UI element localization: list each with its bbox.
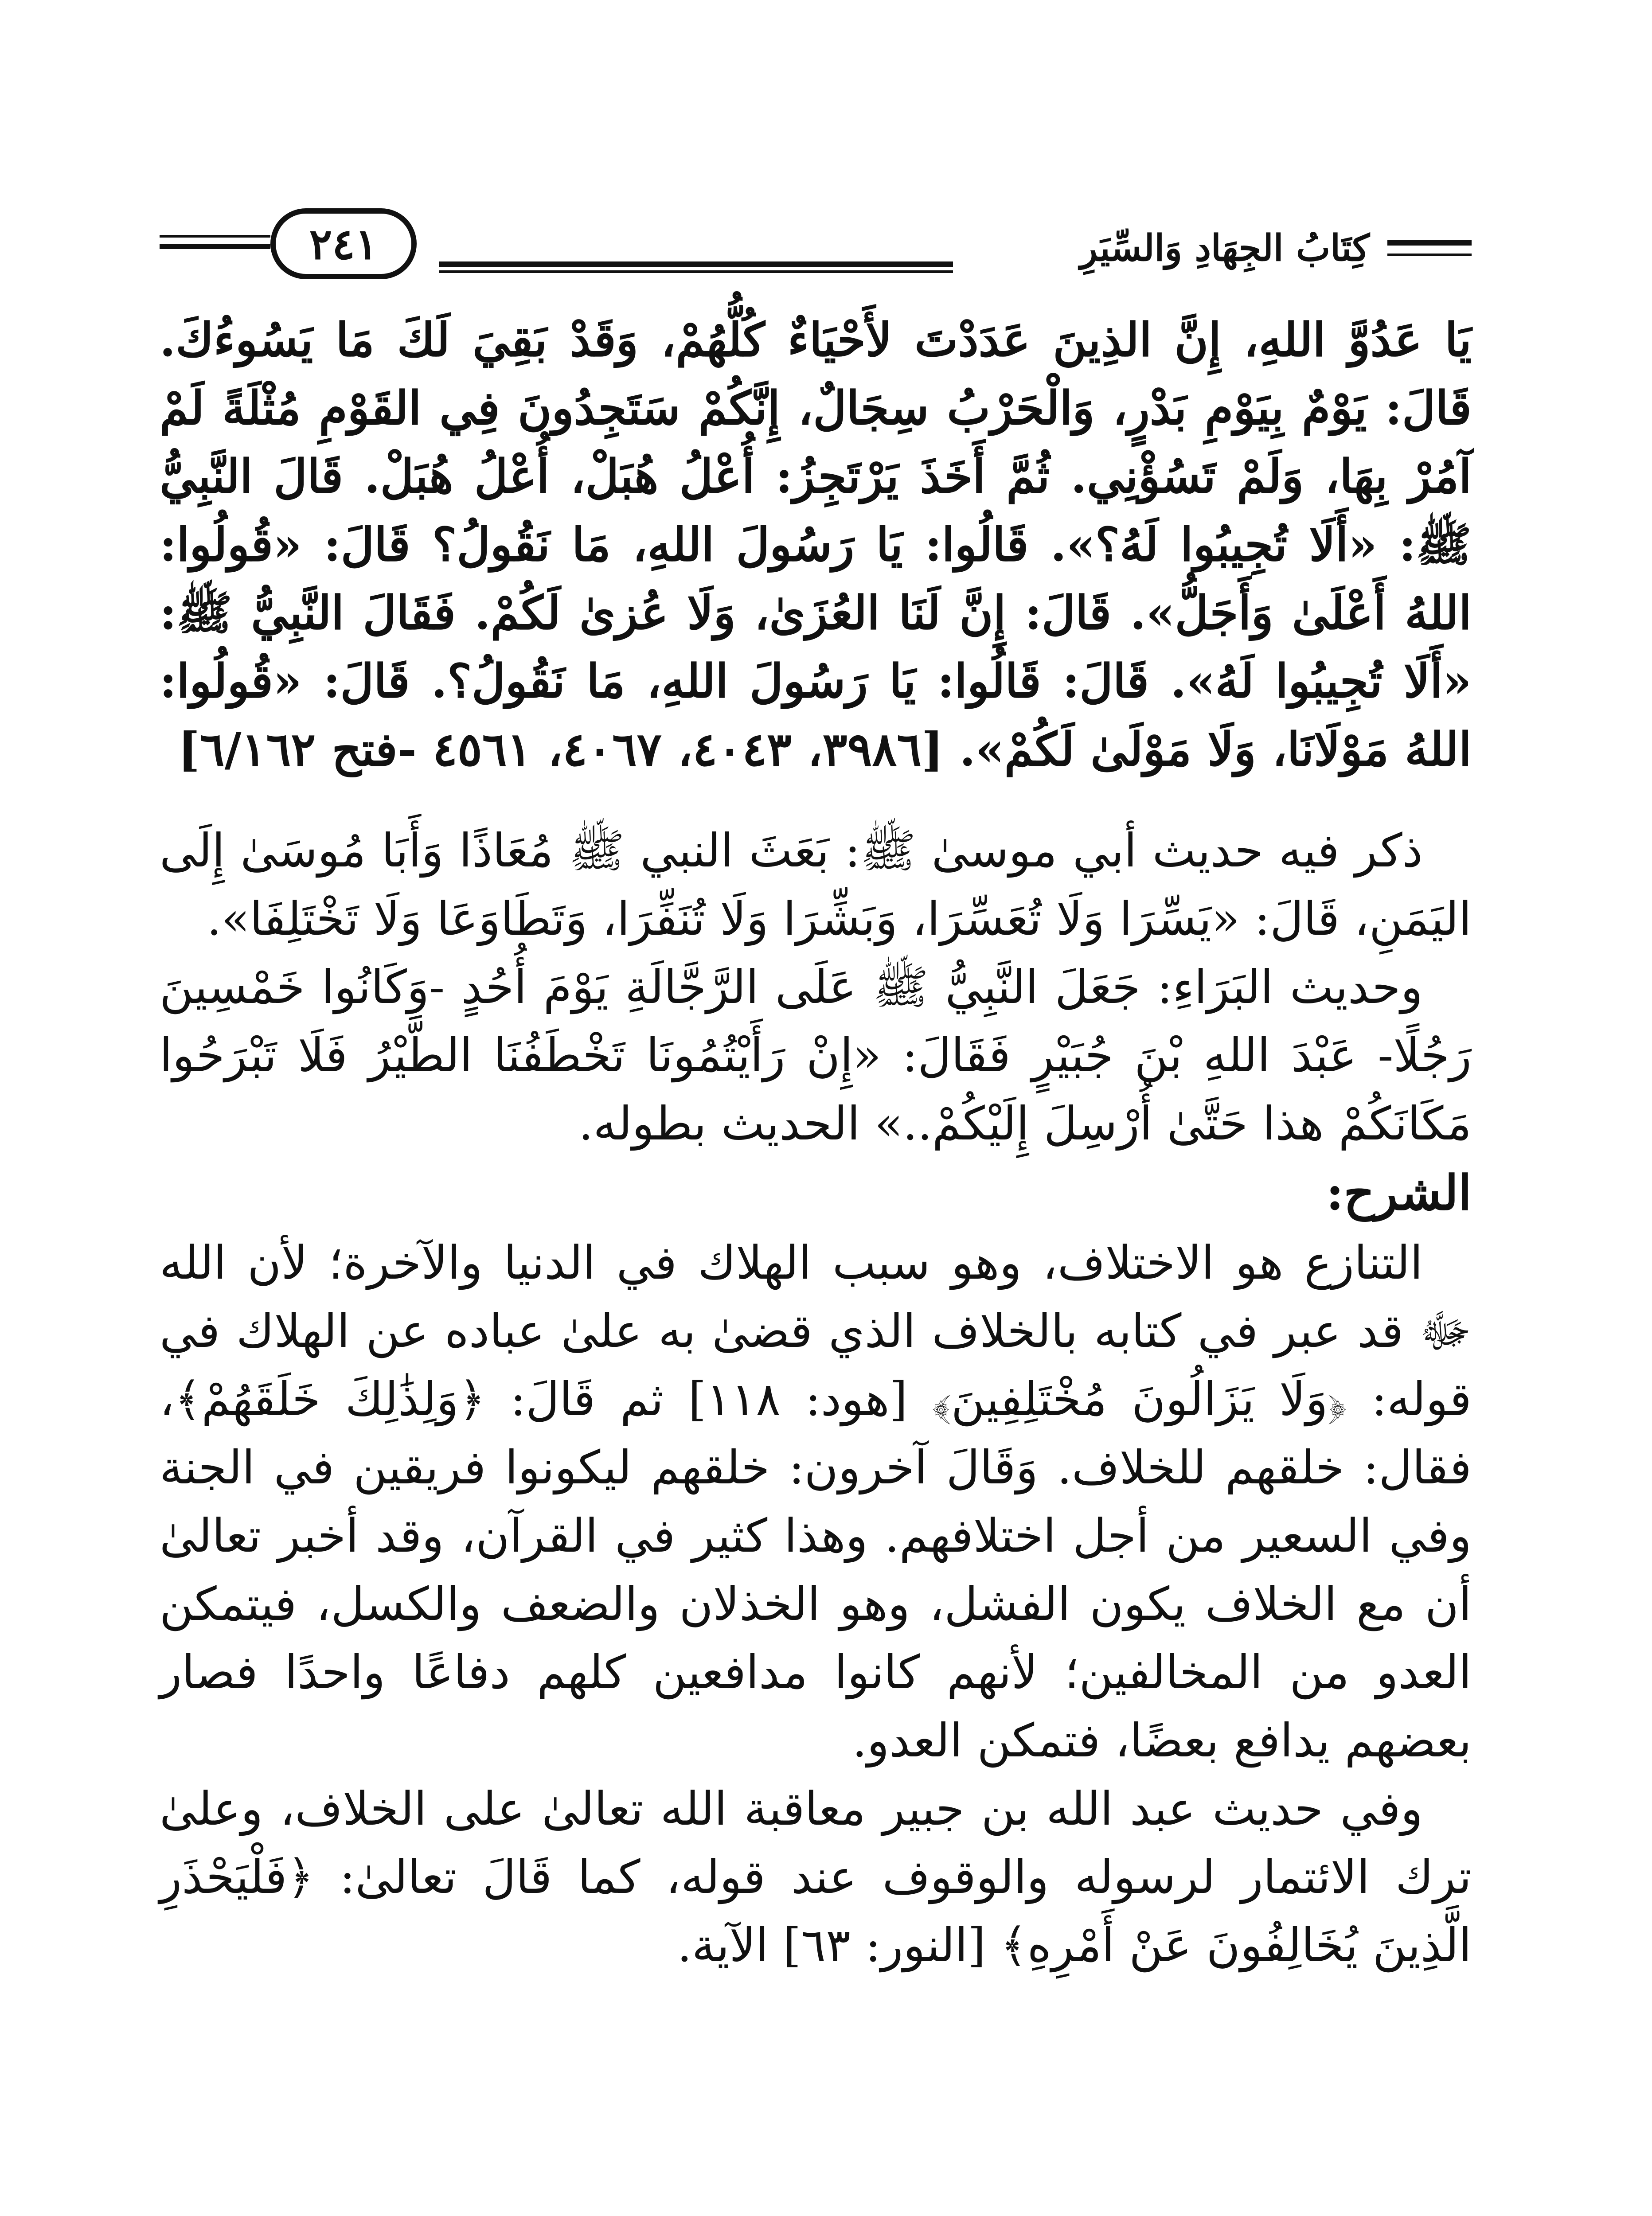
header-rule-right-thin — [1387, 254, 1472, 256]
hadith-text-continuation: يَا عَدُوَّ اللهِ، إِنَّ الذِينَ عَدَدْتَ لأَحْيَاءٌ كُلُّهُمْ، وَقَدْ بَقِيَ لَكَ مَا يَسُوءُكَ. قَالَ: يَوْمٌ بِيَوْمِ بَدْرٍ، وَالْحَرْبُ سِجَالٌ، إِنَّكُمْ سَتَجِدُونَ فِي القَوْمِ مُثْلَةً لَمْ آمُرْ بِهَا، وَلَمْ تَسُؤْنِي. ثُمَّ أَخَذَ يَرْتَجِزُ: أُعْلُ هُبَلْ، أُعْلُ هُبَلْ. قَالَ النَّبِيُّ ﷺ: «أَلَا تُجِيبُوا لَهُ؟». قَالُوا: يَا رَسُولَ اللهِ، مَا نَقُولُ؟ قَالَ: «قُولُوا: اللهُ أَعْلَىٰ وَأَجَلُّ». قَالَ: إِنَّ لَنَا العُزَىٰ، وَلَا عُزىٰ لَكُمْ. فَقَالَ النَّبِيُّ ﷺ: «أَلَا تُجِيبُوا لَهُ». قَالَ: قَالُوا: يَا رَسُولَ اللهِ، مَا نَقُولُ؟. قَالَ: «قُولُوا: اللهُ مَوْلَانَا، وَلَا مَوْلَىٰ لَكُمْ». [٣٩٨٦، ٤٠٤٣، ٤٠٦٧، ٤٥٦١ -فتح ٦/١٦٢] — [160, 312, 1472, 776]
paragraph-bara-hadith: وحديث البَرَاءِ: جَعَلَ النَّبِيُّ ﷺ عَلَى الرَّجَّالَةِ يَوْمَ أُحُدٍ -وَكَانُوا خَمْسِينَ رَجُلًا- عَبْدَ اللهِ بْنَ جُبَيْرٍ فَقَالَ: «إِنْ رَأَيْتُمُونَا تَخْطَفُنَا الطَّيْرُ فَلَا تَبْرَحُوا مَكَانَكُمْ هذا حَتَّىٰ أُرْسِلَ إِلَيْكُمْ..» الحديث بطوله. — [160, 960, 1472, 1151]
page-number: ٢٤١ — [270, 208, 417, 279]
page-content — [160, 306, 1472, 1979]
header-rule-left-thin — [160, 235, 270, 238]
commentary-paragraph-1: التنازع هو الاختلاف، وهو سبب الهلاك في الدنيا والآخرة؛ لأن الله ﷻ قد عبر في كتابه بالخلاف الذي قضىٰ به علىٰ عباده عن الهلاك في قوله: ﴿وَلَا يَزَالُونَ مُخْتَلِفِينَ﴾ [هود: ١١٨] ثم قَالَ: ﴿وَلِذَٰلِكَ خَلَقَهُمْ﴾، فقال: خلقهم للخلاف. وَقَالَ آخرون: خلقهم ليكونوا فريقين في الجنة وفي السعير من أجل اختلافهم. وهذا كثير في القرآن، وقد أخبر تعالىٰ أن مع الخلاف يكون الفشل، وهو الخذلان والضعف والكسل، فيتمكن العدو من المخالفين؛ لأنهم كانوا مدافعين كلهم دفاعًا واحدًا فصار بعضهم يدافع بعضًا، فتمكن العدو. — [160, 1236, 1472, 1767]
header-rule-middle-thin — [439, 270, 953, 273]
commentary-paragraph-2: وفي حديث عبد الله بن جبير معاقبة الله تعالىٰ على الخلاف، وعلىٰ ترك الائتمار لرسوله والوقوف عند قوله، كما قَالَ تعالىٰ: ﴿فَلْيَحْذَرِ الَّذِينَ يُخَالِفُونَ عَنْ أَمْرِهِ﴾ [النور: ٦٣] الآية. — [160, 1782, 1472, 1972]
running-header — [160, 204, 1472, 297]
header-rule-right — [1387, 240, 1472, 246]
commentary-heading: الشرح: — [1326, 1165, 1472, 1221]
book-page — [160, 204, 1472, 2216]
paragraph-abu-musa-hadith: ذكر فيه حديث أبي موسىٰ ﷺ: بَعَثَ النبي ﷺ مُعَاذًا وَأَبَا مُوسَىٰ إِلَى اليَمَنِ، قَالَ: «يَسِّرَا وَلَا تُعَسِّرَا، وَبَشِّرَا وَلَا تُنَفِّرَا، وَتَطَاوَعَا وَلَا تَخْتَلِفَا». — [160, 823, 1472, 946]
book-title: كِتَابُ الجِهَادِ وَالسِّيَرِ — [1080, 227, 1370, 269]
header-rule-middle — [439, 261, 953, 267]
header-rule-left — [160, 244, 270, 249]
